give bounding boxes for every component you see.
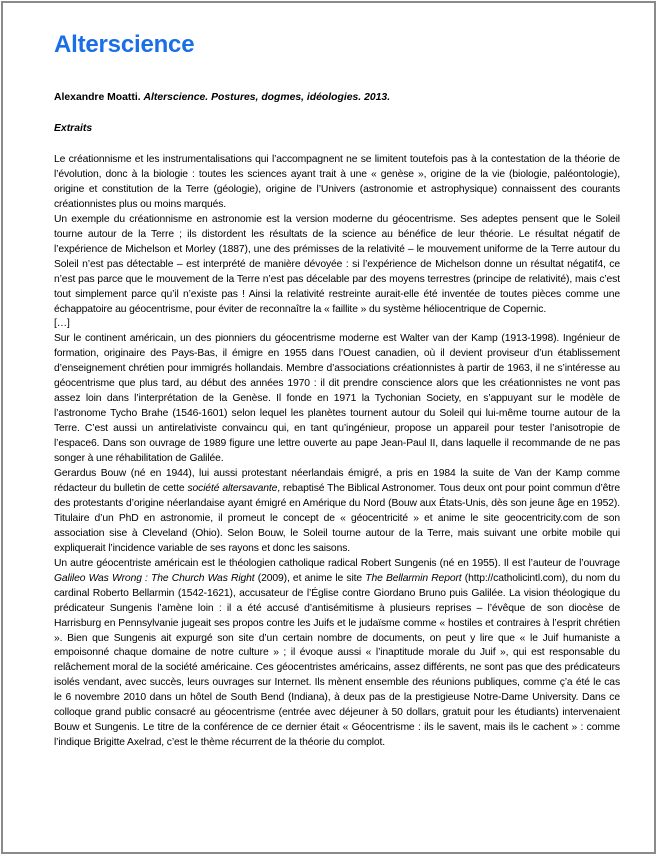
citation bbox=[54, 92, 390, 103]
paragraph bbox=[54, 332, 620, 467]
paragraph bbox=[54, 317, 620, 332]
section-label: Extraits bbox=[54, 123, 93, 134]
paragraph bbox=[54, 153, 620, 213]
italic-text: The Bellarmin Report bbox=[365, 572, 462, 584]
paragraph-text: Le créationnisme et les instrumentalisations qui l’accompagnent ne se limitent toutefois pas à la contestation de la théorie de l’évolution, donc à la biologie : toutes les sciences ayant trait à une « genèse », origine de la vie (biologie, paléontologie), origine et constitution de la Terre (géologie), origine de l’Univers (astronomie et astrophysique) connaissent des courants créationnistes plus ou moins marqués. bbox=[54, 154, 620, 210]
document-page bbox=[1, 1, 656, 854]
paragraph-text: (2009), et anime le site bbox=[254, 572, 366, 584]
citation-work: Alterscience. Postures, dogmes, idéologies. 2013. bbox=[143, 92, 391, 103]
paragraph-text: Un exemple du créationnisme en astronomie est la version moderne du géocentrisme. Ses adeptes pensent que le Soleil tourne autour de la Terre ; ils distordent les résultats de la science au bénéfice de leur théorie. Le résultat négatif de l’expérience de Michelson et Morley (1887), une des prémisses de la relativité – le mouvement uniforme de la Terre autour du Soleil n’est pas détectable – est interprété de manière dévoyée : si l’expérience de Michelson donne un résultat négatif4, ce n’est pas parce que le mouvement de la Terre n’est pas décelable par des moyens terrestres (principe de relativité), mais c’est tout simplement parce qu’il n’existe pas ! Ainsi la relativité restreinte aurait-elle été inventée de toutes pièces comme une échappatoire au géocentrisme, pour éviter de reconnaître la « faillite » du système héliocentrique de Copernic. bbox=[54, 213, 620, 315]
paragraph bbox=[54, 467, 620, 557]
paragraph bbox=[54, 213, 620, 318]
paragraph bbox=[54, 557, 620, 751]
italic-text: Galileo Was Wrong : The Church Was Right bbox=[54, 572, 255, 584]
paragraph-text: Sur le continent américain, un des pionniers du géocentrisme moderne est Walter van der Kamp (1913-1998). Ingénieur de formation, originaire des Pays-Bas, il émigre en 1955 dans l’Ouest canadien, où il devient proviseur d’un établissement d’enseignement chrétien pour immigrés hollandais. Membre d’associations créationnistes à partir de 1963, il ne s’intéresse au géocentrisme que plus tard, au début des années 1970 : il dit prendre conscience alors que les créationnistes ne vont pas assez loin dans l’interprétation de la Genèse. Il fonde en 1971 la Tychonian Society, en s’appuyant sur le modèle de l’astronome Tycho Brahe (1546-1601) selon lequel les planètes tournent autour du Soleil qui lui-même tourne autour de la Terre. C’est aussi un antirelativiste convaincu qui, en tant qu’ingénieur, propose un appareil pour tester l’anisotropie de l’espace6. Dans son ouvrage de 1989 figure une lettre ouverte au pape Jean-Paul II, dans laquelle il recommande de ne pas songer à une réhabilitation de Galilée. bbox=[54, 333, 620, 465]
citation-author: Alexandre Moatti. bbox=[54, 92, 144, 103]
paragraph-text: […] bbox=[54, 318, 70, 330]
paragraph-text: Un autre géocentriste américain est le théologien catholique radical Robert Sungenis (né en 1955). Il est l’auteur de l’ouvrage bbox=[54, 557, 620, 569]
italic-text: société altersavante bbox=[187, 482, 278, 494]
document-title: Alterscience bbox=[54, 31, 195, 58]
body-text bbox=[54, 153, 620, 751]
paragraph-text: , rebaptisé The Biblical Astronomer. Tous deux ont pour point commun d’être des protestants d’origine néerlandaise ayant émigré en Amérique du Nord (Bouw aux États-Unis, dès son jeune âge en 1952). Titulaire d’un PhD en astronomie, il promeut le concept de « géocentricité » et anime le site geocentricity.com de son association sise à Cleveland (Ohio). Selon Bouw, le Soleil tourne autour de la Terre, mais suivant une orbite mobile qui expliquerait l’incidence variable de ses rayons et donc les saisons. bbox=[54, 482, 620, 554]
paragraph-text: (http://catholicintl.com), du nom du cardinal Roberto Bellarmin (1542-1621), accusateur de l’Église contre Giordano Bruno puis Galilée. La vision théologique du prédicateur Sungenis l’amène loin : il a été accusé d’antisémitisme à plusieurs reprises – l’évêque de son diocèse de Harrisburg en Pennsylvanie jugeait ses propos contre les Juifs et le judaïsme comme « hostiles et contraires à l’esprit chrétien ». Bien que Sungenis ait expurgé son site d’un certain nombre de documents, on peut y lire que « le Juif humaniste a empoisonné chaque domaine de notre culture » ; il évoque aussi « l’inaptitude morale du Juif », qui est responsable du relâchement moral de la société américaine. Ces géocentristes américains, assez différents, ne sont pas que des prédicateurs isolés vendant, avec succès, leurs ouvrages sur Internet. Ils mènent ensemble des réunions publiques, comme ç’a été le cas le 6 novembre 2010 dans un hôtel de South Bend (Indiana), à deux pas de la prestigieuse Notre-Dame University. Dans ce colloque grand public consacré au géocentrisme (entrée avec déjeuner à 50 dollars, gratuit pour les étudiants) intervenaient Bouw et Sungenis. Le titre de la conférence de ce dernier était « Géocentrisme : ils le savent, mais ils le cachent » : comme l’indique Brigitte Axelrad, c’est le thème récurrent de la théorie du complot. bbox=[54, 572, 620, 749]
paragraph-text: Gerardus Bouw (né en 1944), lui aussi protestant néerlandais émigré, a pris en 1984 la suite de Van der Kamp comme rédacteur du bulletin de cette bbox=[54, 468, 620, 494]
